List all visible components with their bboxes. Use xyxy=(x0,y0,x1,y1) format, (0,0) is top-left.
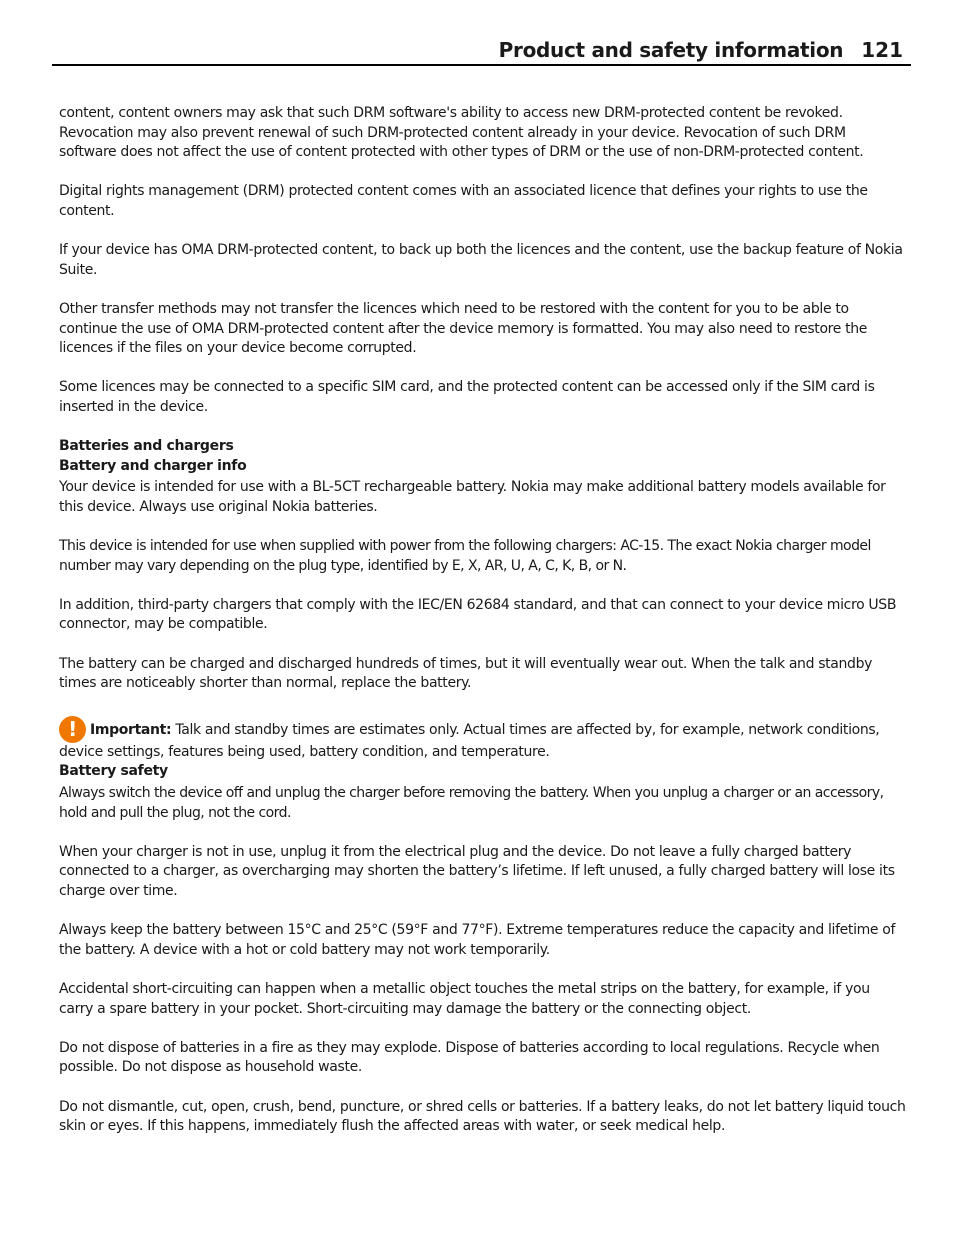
paragraph-battery-wear: The battery can be charged and discharged hundreds of times, but it will eventually wear out. When the talk and standby times are noticeably shorter than normal, replace the battery. xyxy=(59,655,873,692)
header-title: Product and safety information xyxy=(498,38,844,62)
paragraph-transfer-methods: Other transfer methods may not transfer the licences which need to be restored with the content for you to be able to continue the use of OMA DRM-protected content after the device memory is formatted. You may also need to restore the licences if the files on your device become corrupted. xyxy=(59,300,868,357)
subheading-battery-info: Battery and charger info xyxy=(59,457,247,474)
paragraph-third-party-chargers: In addition, third-party chargers that comply with the IEC/EN 62684 standard, and that can connect to your device micro USB connector, may be compatible. xyxy=(59,596,897,633)
paragraph-intended-battery: Your device is intended for use with a BL-5CT rechargeable battery. Nokia may make additional battery models available for this device. Always use original Nokia batteries. xyxy=(59,479,886,515)
paragraph-chargers: This device is intended for use when supplied with power from the following chargers: AC-15. The exact Nokia charger model number may vary depending on the plug type, identified by E, X, AR, U, A, C, K, B, or N. xyxy=(59,538,871,574)
important-label: Important: xyxy=(90,721,172,738)
paragraph-switch-off: Always switch the device off and unplug the charger before removing the battery. When you unplug a charger or an accessory, hold and pull the plug, not the cord. xyxy=(59,785,884,821)
section-heading-batteries: Batteries and chargers xyxy=(59,438,234,455)
paragraph-unplug: When your charger is not in use, unplug it from the electrical plug and the device. Do not leave a fully charged battery connected to a charger, as overcharging may shorten the battery’s lifetime. If left unused, a fully charged battery will lose its charge over time. xyxy=(59,843,895,899)
important-note xyxy=(59,716,907,763)
exclamation-icon: ! xyxy=(59,716,86,743)
section-heading-battery-safety: Battery safety xyxy=(59,763,168,780)
page-header xyxy=(52,34,911,66)
paragraph-drm-licence: Digital rights management (DRM) protected content comes with an associated licence that defines your rights to use the content. xyxy=(59,183,868,219)
paragraph-temperature: Always keep the battery between 15°C and 25°C (59°F and 77°F). Extreme temperatures reduce the capacity and lifetime of the battery. A device with a hot or cold battery may not work temporarily. xyxy=(59,922,896,958)
paragraph-sim-licences: Some licences may be connected to a specific SIM card, and the protected content can be accessed only if the SIM card is inserted in the device. xyxy=(59,379,875,415)
paragraph-drm-revocation: content, content owners may ask that such DRM software's ability to access new DRM-protected content be revoked. Revocation may also prevent renewal of such DRM-protected content already in your device. Revocation of such DRM software does not affect the use of content protected with other types of DRM or the use of non-DRM-protected content. xyxy=(59,105,864,161)
page-number: 121 xyxy=(861,38,903,62)
paragraph-oma-backup: If your device has OMA DRM-protected content, to back up both the licences and the content, use the backup feature of Nokia Suite. xyxy=(59,242,903,278)
paragraph-short-circuit: Accidental short-circuiting can happen when a metallic object touches the metal strips on the battery, for example, if you carry a spare battery in your pocket. Short-circuiting may damage the battery or the connecting object. xyxy=(59,980,870,1017)
important-text: Talk and standby times are estimates only. Actual times are affected by, for example, network conditions, device settings, features being used, battery condition, and temperature. xyxy=(59,721,880,760)
paragraph-fire-disposal: Do not dispose of batteries in a fire as they may explode. Dispose of batteries according to local regulations. Recycle when possible. Do not dispose as household waste. xyxy=(59,1039,880,1076)
important-paragraph xyxy=(59,716,907,763)
paragraph-dismantle: Do not dismantle, cut, open, crush, bend, puncture, or shred cells or batteries. If a battery leaks, do not let battery liquid touch skin or eyes. If this happens, immediately flush the affected areas with water, or seek medical help. xyxy=(59,1098,906,1135)
document-body xyxy=(59,104,907,1137)
